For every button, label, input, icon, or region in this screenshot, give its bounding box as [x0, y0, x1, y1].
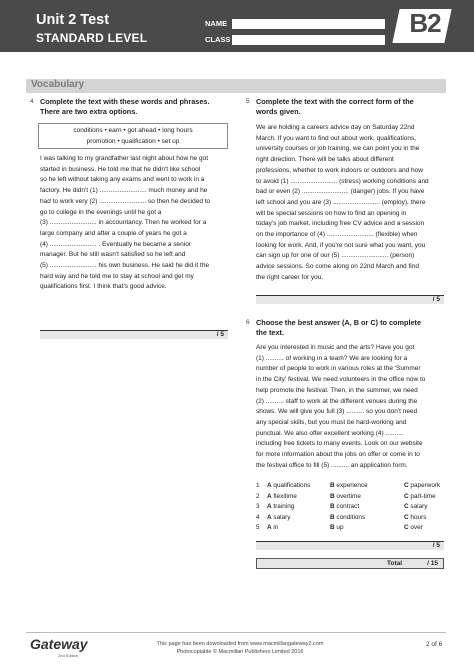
- footer-rule: [26, 632, 446, 633]
- q6-title: [256, 318, 456, 337]
- option-a[interactable]: [267, 513, 290, 524]
- q4-text-line: had to work very (2) .......................... so then he decided to: [40, 197, 211, 205]
- gateway-logo: Gateway: [30, 636, 88, 652]
- option-row: [256, 481, 446, 492]
- option-text: paperwork: [410, 482, 441, 489]
- option-text: qualifications: [273, 482, 311, 489]
- q4-text-line: hard way and he told me to stay at school and get my: [40, 272, 194, 280]
- option-text: salary: [273, 513, 291, 521]
- q5-text-line: on the importance of (4) .......................... (flexible) when: [256, 231, 418, 239]
- q5-text-line: bad or even (2) .......................... (danger) jobs. If you have: [256, 188, 425, 196]
- q4-text-line: I was talking to my grandfather last night about how he got: [40, 155, 209, 162]
- q6-text-line: for more information about the jobs on offer or come in to: [256, 451, 420, 459]
- option-row: [256, 502, 446, 513]
- option-text: salary: [410, 503, 428, 510]
- q4-text-line: (5) .......................... his own business. He said he did it the: [40, 262, 210, 270]
- q4-text-line: go to college in the evenings until he got a: [40, 208, 162, 216]
- q4-score-bar: [40, 330, 228, 339]
- option-letter: B: [330, 492, 335, 500]
- q5-text-line: right direction. There will be talks about different: [256, 156, 394, 164]
- option-c[interactable]: [404, 492, 436, 503]
- test-header: [0, 0, 474, 52]
- total-label: Total: [387, 560, 403, 567]
- option-letter: A: [267, 503, 272, 510]
- q5-text: [256, 123, 452, 284]
- option-letter: A: [267, 482, 272, 489]
- option-a[interactable]: [267, 502, 294, 513]
- name-label: NAME: [205, 19, 228, 28]
- q5-text-line: advice sessions. So come along on 22nd March and find: [256, 263, 419, 271]
- q6-text-line: in the City' festival. We need volunteers in the office now to: [256, 376, 426, 384]
- option-row: [256, 523, 446, 534]
- q6-text-line: shows. We will give you full (3) .......... so you don't need: [256, 408, 418, 416]
- q5-score-bar: [256, 295, 444, 304]
- q4-text-line: factory. He didn't (1) .......................... much money and he: [40, 187, 208, 195]
- name-field[interactable]: [232, 19, 385, 29]
- option-c[interactable]: [404, 513, 426, 524]
- q4-title: [40, 97, 230, 116]
- option-b[interactable]: [330, 492, 361, 503]
- q5-number: 5: [246, 98, 250, 105]
- q4-title-line2: There are two extra options.: [40, 106, 138, 116]
- option-c[interactable]: [404, 502, 427, 513]
- option-number: [256, 502, 260, 513]
- q6-text-line: the festival office to fill (5) .......... an application form.: [256, 461, 408, 469]
- test-title: Unit 2 Test: [36, 12, 110, 28]
- option-text: hours: [410, 513, 427, 521]
- option-c[interactable]: [404, 481, 440, 492]
- option-text: conditions: [336, 513, 366, 521]
- option-letter: B: [330, 513, 335, 521]
- footer-text: [140, 640, 340, 656]
- option-text: flexitime: [273, 492, 297, 500]
- option-a[interactable]: [267, 481, 310, 492]
- option-text: training: [273, 503, 295, 510]
- q4-text-line: large company and after a couple of years he got a: [40, 229, 187, 237]
- option-row: [256, 513, 446, 524]
- option-b[interactable]: [330, 513, 365, 524]
- q6-number: 6: [246, 319, 250, 326]
- option-number: [256, 492, 260, 503]
- option-letter: B: [330, 503, 335, 510]
- option-text: over: [410, 524, 423, 531]
- q4-words-line2: promotion • qualification • set up: [86, 138, 180, 145]
- option-text: overtime: [336, 492, 361, 500]
- footer-download-line: This page has been downloaded from www.macmillangateway2.com: [156, 641, 324, 647]
- q4-text-line: (3) .......................... in accountancy. Then he worked for a: [40, 219, 207, 227]
- q5-text-line: We are holding a careers advice day on Saturday 22nd: [256, 124, 415, 131]
- footer-copyright-line: Photocopiable © Macmillan Publishers Limited 2016: [176, 649, 304, 655]
- option-text: in: [273, 524, 279, 531]
- page-number: 2 of 6: [426, 641, 443, 648]
- option-number: [256, 481, 260, 492]
- q6-score-bar: [256, 541, 444, 550]
- q4-text-line: so he left without taking any exams and went to work in a: [40, 176, 205, 184]
- q6-text-line: punctual. We also offer excellent working (4) ..........: [256, 429, 404, 437]
- q5-title-line2: words given.: [256, 106, 301, 116]
- option-text: part-time: [410, 492, 436, 500]
- q6-text-line: any special skills, but you must be hard-working and: [256, 418, 407, 426]
- total-box: [256, 558, 444, 569]
- level-badge: B2: [409, 8, 441, 38]
- option-letter: C: [404, 482, 409, 489]
- option-number: [256, 513, 260, 524]
- q5-text-line: left school and you are (3) .......................... (employ), there: [256, 198, 426, 206]
- edition-label: 2nd Edition: [58, 653, 79, 658]
- q6-score: / 5: [432, 542, 440, 549]
- total-score: / 15: [427, 560, 438, 567]
- q4-words-line1: conditions • earn • got ahead • long hours: [73, 127, 193, 134]
- q6-text-line: (1) .......... of working in a team? We are looking for a: [256, 354, 408, 362]
- q4-word-box: [38, 123, 228, 149]
- option-letter: C: [404, 503, 409, 510]
- option-c[interactable]: [404, 523, 423, 534]
- option-text: 3: [256, 503, 260, 510]
- option-letter: C: [404, 492, 409, 500]
- class-label: CLASS: [205, 35, 231, 44]
- class-field[interactable]: [232, 35, 385, 45]
- option-letter: C: [404, 524, 409, 531]
- option-text: up: [336, 524, 344, 531]
- q6-text-line: Are you interested in music and the arts? Have you got: [256, 344, 415, 351]
- q6-title-line1: Choose the best answer (A, B or C) to complete: [256, 318, 422, 327]
- option-b[interactable]: [330, 523, 344, 534]
- test-level: STANDARD LEVEL: [36, 31, 148, 45]
- option-b[interactable]: [330, 502, 359, 513]
- option-letter: B: [330, 482, 335, 489]
- q5-score: / 5: [432, 296, 440, 303]
- option-letter: A: [267, 513, 272, 521]
- option-text: 4: [256, 513, 260, 521]
- q4-score: / 5: [216, 331, 224, 338]
- option-row: [256, 492, 446, 503]
- option-number: [256, 523, 260, 534]
- option-text: experience: [336, 482, 368, 489]
- q4-title-line1: Complete the text with these words and phrases.: [40, 97, 210, 106]
- option-text: 1: [256, 482, 260, 489]
- q4-text-line: manager. But he still wasn't satisfied so he left and: [40, 251, 186, 259]
- q5-text-line: university courses or job training, we can point you in the: [256, 145, 420, 153]
- q5-text-line: can sign up for one of our (5) .......................... (person): [256, 252, 415, 260]
- option-text: 5: [256, 524, 260, 531]
- q5-text-line: professions, whether to work indoors or outdoors and how: [256, 166, 423, 174]
- option-letter: C: [404, 513, 409, 521]
- q5-text-line: looking for work. And, if you're not sure what you want, you: [256, 241, 426, 249]
- q6-text-line: number of people to work in various roles at the 'Summer: [256, 365, 421, 373]
- q6-text: [256, 343, 452, 471]
- option-b[interactable]: [330, 481, 368, 492]
- q6-text-line: including free tickets to many events. Look on our website: [256, 440, 423, 448]
- section-bar: [26, 79, 446, 93]
- option-letter: A: [267, 492, 272, 500]
- q5-text-line: today's job market, including free CV advice and a session: [256, 220, 425, 228]
- q4-text-line: started in business. He told me that he didn't like school: [40, 165, 201, 173]
- option-a[interactable]: [267, 523, 278, 534]
- q5-text-line: the right career for you.: [256, 273, 324, 281]
- option-letter: A: [267, 524, 272, 531]
- q5-title: [256, 97, 456, 116]
- q6-text-line: help promote the festival. Then, in the summer, we need: [256, 386, 418, 394]
- section-title: Vocabulary: [31, 79, 85, 90]
- q6-title-line2: the text.: [256, 327, 284, 337]
- q5-text-line: to avoid (1) .......................... (stress) working conditions and: [256, 177, 429, 185]
- option-a[interactable]: [267, 492, 297, 503]
- q6-options: [256, 481, 446, 534]
- q5-text-line: will be special sessions on how to find an opening in: [256, 209, 407, 217]
- option-text: contract: [336, 503, 360, 510]
- q4-number: 4: [30, 98, 34, 105]
- option-text: 2: [256, 492, 260, 500]
- q4-text-line: qualifications first. I think that's good advice.: [40, 283, 167, 291]
- q6-text-line: (2) .......... staff to work at the different venues during the: [256, 397, 418, 405]
- q4-text-line: (4) .......................... . Eventually he became a senior: [40, 240, 192, 248]
- q5-text-line: March. If you want to find out about work, qualifications,: [256, 134, 417, 142]
- q5-title-line1: Complete the text with the correct form of the: [256, 97, 414, 106]
- option-letter: B: [330, 524, 335, 531]
- q4-text: [40, 154, 236, 293]
